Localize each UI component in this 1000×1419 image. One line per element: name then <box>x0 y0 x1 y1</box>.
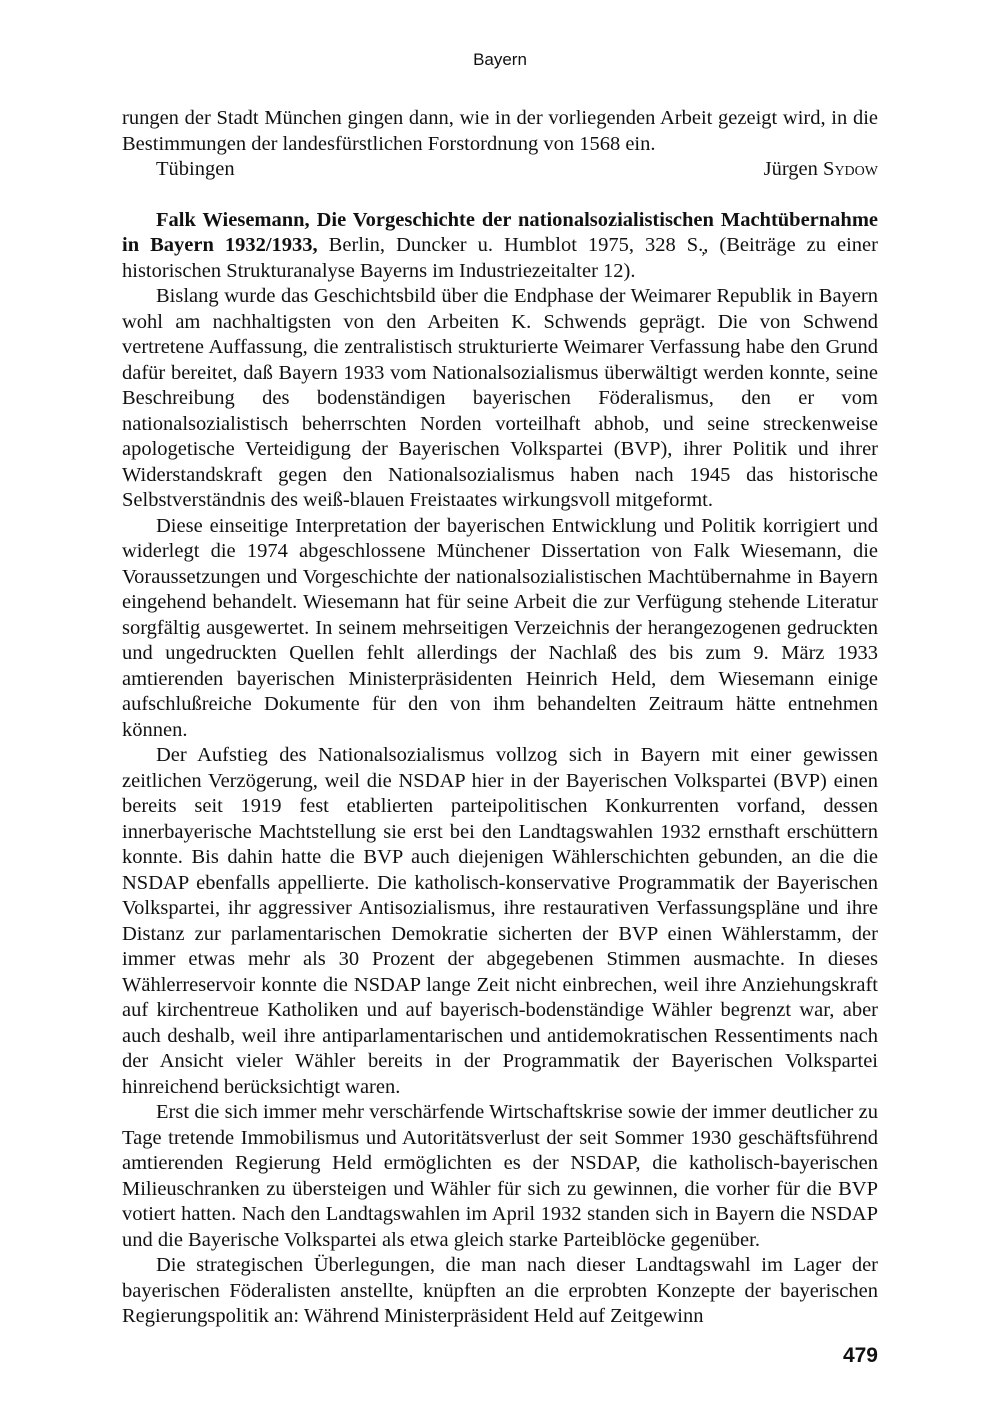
review-publication-details: Berlin, Duncker u. Humblot 1975, 328 S.̦, (Beiträge zu einer historischen Strukturanalyse Bayerns im Industriezeitalter 12). <box>122 234 878 282</box>
page-body <box>122 106 878 1330</box>
page-number: 479 <box>842 1344 878 1367</box>
running-header: Bayern <box>473 50 527 69</box>
review-paragraph: Die strategischen Überlegungen, die man nach dieser Landtagswahl im Lager der bayerischen Föderalisten anstellte, knüpften an die erprobten Konzepte der bayerischen Regierungspolitik an: Während Ministerpräsident Held auf Zeitgewinn <box>122 1254 878 1327</box>
review-paragraph: Erst die sich immer mehr verschärfende Wirtschaftskrise sowie der immer deutlicher zu Tage tretende Immobilismus und Autoritätsverlust der seit Sommer 1930 geschäftsführend amtierenden Regierung Held ermöglichten es der NSDAP, die katholisch-bayerischen Milieuschranken zu übersteigen und Wähler für sich zu gewinnen, die vorher für die BVP votiert hatten. Nach den Landtagswahlen im April 1932 standen sich in Bayern die NSDAP und die Bayerische Volkspartei als etwa gleich starke Parteiblöcke gegenüber. <box>122 1101 878 1251</box>
previous-review-ending: rungen der Stadt München gingen dann, wie in der vorliegenden Arbeit gezeigt wird, in die Bestimmungen der landesfürstlichen Forstordnung von 1568 ein. <box>122 107 878 155</box>
review-paragraph: Bislang wurde das Geschichtsbild über die Endphase der Weimarer Republik in Bayern wohl am nachhaltigsten von den Arbeiten K. Schwends geprägt. Die von Schwend vertretene Auffassung, die zentralistisch strukturierte Weimarer Verfassung habe den Grund dafür bereitet, daß Bayern 1933 vom Nationalsozialismus überwältigt werden konnte, seine Beschreibung des bodenständigen bayerischen Föderalismus, den er vom nationalsozialistisch beherrschten Norden vorteilhaft abhob, und seine streckenweise apologetische Verteidigung der Bayerischen Volkspartei (BVP), ihrer Politik und ihrer Widerstandskraft gegen den Nationalsozialismus haben nach 1945 das historische Selbstverständnis des weiß-blauen Freistaates wirkungsvoll mitgeformt. <box>122 285 878 511</box>
review-author-title: Falk Wiesemann, Die Vorgeschichte der nationalsozialistischen Machtübernahme in Bayern 1932/1933, <box>122 208 878 256</box>
review-paragraph: Der Aufstieg des Nationalsozialismus vollzog sich in Bayern mit einer gewissen zeitlichen Verzögerung, weil die NSDAP hier in der Bayerischen Volkspartei (BVP) einen bereits seit 1919 fest etablierten parteipolitischen Konkurrenten vorfand, dessen innerbayerische Machtstellung sie erst bei den Landtagswahlen 1932 ernsthaft erschüttern konnte. Bis dahin hatte die BVP auch diejenigen Wählerschichten gebunden, an die die NSDAP ebenfalls appellierte. Die katholisch-konservative Programmatik der Bayerischen Volkspartei, ihr aggressiver Antisozialismus, ihre restaurativen Verfassungspläne und ihre Distanz zur parlamentarischen Demokratie sicherten der BVP einen Wählerstamm, der immer etwas mehr als 30 Prozent der abgegebenen Stimmen ausmachte. In dieses Wählerreservoir konnte die NSDAP lange Zeit nicht einbrechen, weil ihre Anziehungskraft auf kirchentreue Katholiken und auf bayerisch-bodenständige Wähler begrenzt war, aber auch deshalb, weil ihre antiparlamentarischen und antidemokratischen Ressentiments nach der Ansicht vieler Wähler bereits in der Programmatik der Bayerischen Volkspartei hinreichend berücksichtigt waren. <box>122 744 878 1098</box>
previous-review-signature <box>122 157 878 183</box>
review-bibliographic-heading <box>122 208 878 285</box>
signature-reviewer <box>764 157 878 183</box>
signature-place: Tübingen <box>156 158 235 180</box>
review-paragraph: Diese einseitige Interpretation der bayerischen Entwicklung und Politik korrigiert und widerlegt die 1974 abgeschlossene Münchener Dissertation von Falk Wiesemann, die Voraussetzungen und Vorgeschichte der nationalsozialistischen Machtübernahme in Bayern eingehend behandelt. Wiesemann hat für seine Arbeit die zur Verfügung stehende Literatur sorgfältig ausgewertet. In seinem mehrseitigen Verzeichnis der herangezogenen gedruckten und ungedruckten Quellen fehlt allerdings der Nachlaß des bis zum 9. März 1933 amtierenden bayerischen Ministerpräsidenten Heinrich Held, dem Wiesemann einige aufschlußreiche Dokumente für den von ihm behandelten Zeitraum hätte entnehmen können. <box>122 514 878 741</box>
reviewer-last-name: Sydow <box>823 158 878 180</box>
reviewer-first-name: Jürgen <box>763 158 818 180</box>
